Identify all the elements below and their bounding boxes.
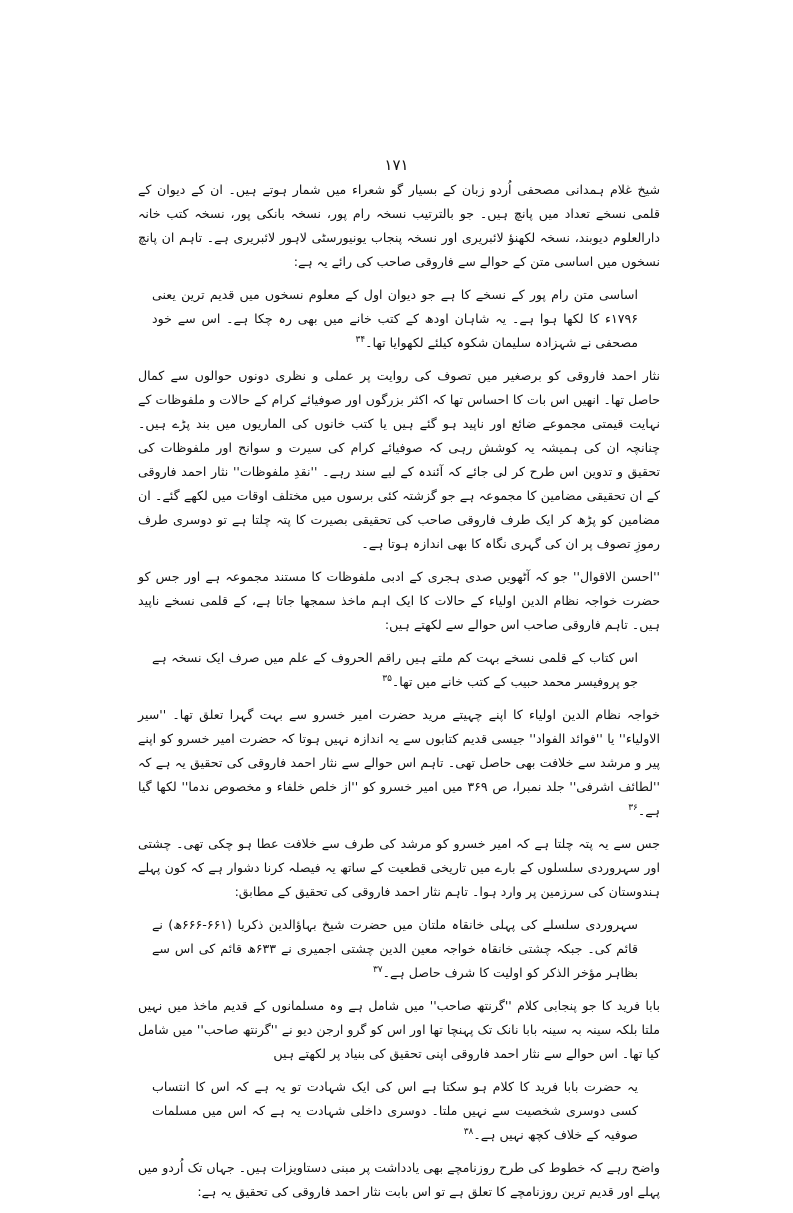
block-text: خواجہ نظام الدین اولیاء کا اپنے چہیتے مرید حضرت امیر خسرو سے بہت گہرا تعلق تھا۔ ''سیر الاولیاء'' یا ''فوائد الفواد'' جیسی قدیم کتابوں سے یہ اندازہ نہیں ہوتا کہ حضرت امیر خسرو کو اپنے پیر و مرشد سے خلافت بھی حاصل تھی۔ تاہم اس حوالے سے نثار احمد فاروقی کی تحقیق یہ ہے کہ ''لطائف اشرفی'' جلد نمبرا، ص ۳۶۹ میں امیر خسرو کو ''از خلص خلفاء و مخصوص ندما'' لکھا گیا ہے۔ (138, 707, 660, 818)
footnote-marker: ۳۶ (628, 802, 638, 813)
block-quote (138, 283, 660, 355)
block-text: یہ حضرت بابا فرید کا کلام ہو سکتا ہے اس کی ایک شہادت تو یہ ہے کہ اس کا انتساب کسی دوسری شخصیت سے نہیں ملتا۔ دوسری داخلی شہادت یہ ہے کہ اس میں مسلمات صوفیہ کے خلاف کچھ نہیں ہے۔ (152, 1079, 638, 1142)
paragraph (138, 364, 660, 556)
block-text: شیخ غلام ہمدانی مصحفی اُردو زبان کے بسیار گو شعراء میں شمار ہوتے ہیں۔ ان کے دیوان کے قلمی نسخے تعداد میں پانچ ہیں۔ جو بالترتیب نسخہ رام پور، نسخہ بانکی پور، نسخہ کتب خانہ دارالعلوم دیوبند، نسخہ لکھنؤ لائبریری اور نسخہ پنجاب یونیورسٹی لاہور لائبریری ہے۔ تاہم ان پانچ نسخوں میں اساسی متن کے حوالے سے فاروقی صاحب کی رائے یہ ہے: (138, 182, 660, 269)
block-text: واضح رہے کہ خطوط کی طرح روزنامچے بھی یادداشت پر مبنی دستاویزات ہیں۔ جہاں تک اُردو میں پہلے اور قدیم ترین روزنامچے کا تعلق ہے تو اس بابت نثار احمد فاروقی کی تحقیق یہ ہے: (138, 1160, 660, 1199)
paragraph (138, 994, 660, 1066)
footnote-marker: ۳۸ (463, 1126, 474, 1137)
block-text: نثار احمد فاروقی کو برصغیر میں تصوف کی روایت پر عملی و نظری دونوں حوالوں سے کمال حاصل تھا۔ انھیں اس بات کا احساس تھا کہ اکثر بزرگوں اور صوفیائے کرام کے حالات و ملفوظات کے نہایت قیمتی مجموعے ضائع اور ناپید ہو گئے ہیں یا کتب خانوں کی الماریوں میں بند پڑے ہیں۔ چنانچہ ان کی ہمیشہ یہ کوشش رہی کہ صوفیائے کرام کی سیرت و سوانح اور ملفوظات کی تحقیق و تدوین اس طرح کر لی جائے کہ آئندہ کے لیے سند رہے۔ ''نقدِ ملفوظات'' نثار احمد فاروقی کے ان تحقیقی مضامین کا مجموعہ ہے جو گزشتہ کئی برسوں میں مختلف اوقات میں لکھے گئے۔ ان مضامین کو پڑھ کر ایک طرف فاروقی صاحب کی تحقیقی بصیرت کا پتہ چلتا ہے تو دوسری طرف رموزِ تصوف پر ان کی گہری نگاہ کا بھی اندازہ ہوتا ہے۔ (138, 368, 660, 551)
paragraph (138, 178, 660, 274)
paragraph (138, 703, 660, 823)
block-text: اساسی متن رام پور کے نسخے کا ہے جو دیوان اول کے معلوم نسخوں میں قدیم ترین یعنی ۱۷۹۶ء کا لکھا ہوا ہے۔ یہ شاہان اودھ کے کتب خانے میں بھی رہ چکا ہے۔ اس سے خود مصحفی نے شہزادہ سلیمان شکوہ کیلئے لکھوایا تھا۔ (152, 287, 638, 350)
paragraph (138, 832, 660, 904)
page-content (138, 178, 660, 1213)
block-quote (138, 1075, 660, 1147)
block-text: ''احسن الاقوال'' جو کہ آٹھویں صدی ہجری کے ادبی ملفوظات کا مستند مجموعہ ہے اور جس کو حضرت خواجہ نظام الدین اولیاء کے حالات کا ایک اہم ماخذ سمجھا جاتا ہے، کے قلمی نسخے ناپید ہیں۔ تاہم فاروقی صاحب اس حوالے سے لکھتے ہیں: (138, 569, 660, 632)
block-quote (138, 913, 660, 985)
block-text: اس کتاب کے قلمی نسخے بہت کم ملتے ہیں راقم الحروف کے علم میں صرف ایک نسخہ ہے جو پروفیسر محمد حبیب کے کتب خانے میں تھا۔ (152, 650, 638, 689)
block-text: بابا فرید کا جو پنجابی کلام ''گرنتھ صاحب'' میں شامل ہے وہ مسلمانوں کے قدیم ماخذ میں نہیں ملتا بلکہ سینہ بہ سینہ بابا نانک تک پہنچا تھا اور اس کو گرو ارجن دیو نے ''گرنتھ صاحب'' میں شامل کیا تھا۔ اس حوالے سے نثار احمد فاروقی اپنی تحقیق کی بنیاد پر لکھتے ہیں (138, 998, 660, 1061)
block-text: جس سے یہ پتہ چلتا ہے کہ امیر خسرو کو مرشد کی طرف سے خلافت عطا ہو چکی تھی۔ چشتی اور سہروردی سلسلوں کے بارے میں تاریخی قطعیت کے ساتھ یہ فیصلہ کرنا دشوار ہے کہ کون پہلے ہندوستان کی سرزمین پر وارد ہوا۔ تاہم نثار احمد فاروقی کی تحقیق کے مطابق: (138, 836, 660, 899)
footnote-marker: ۳۵ (382, 673, 392, 684)
paragraph (138, 1156, 660, 1204)
block-text: سہروردی سلسلے کی پہلی خانقاہ ملتان میں حضرت شیخ بہاؤالدین ذکریا (۶۶۱-۶۶۶ھ) نے قائم کی۔ جبکہ چشتی خانقاہ خواجہ معین الدین چشتی اجمیری نے ۶۳۳ھ قائم کی اس سے بظاہر مؤخر الذکر کو اولیت کا شرف حاصل ہے۔ (152, 917, 638, 980)
page-number: ۱۷۱ (384, 156, 409, 174)
footnote-marker: ۳۷ (372, 964, 383, 975)
block-quote (138, 646, 660, 694)
paragraph (138, 565, 660, 637)
footnote-marker: ۳۴ (355, 334, 366, 345)
